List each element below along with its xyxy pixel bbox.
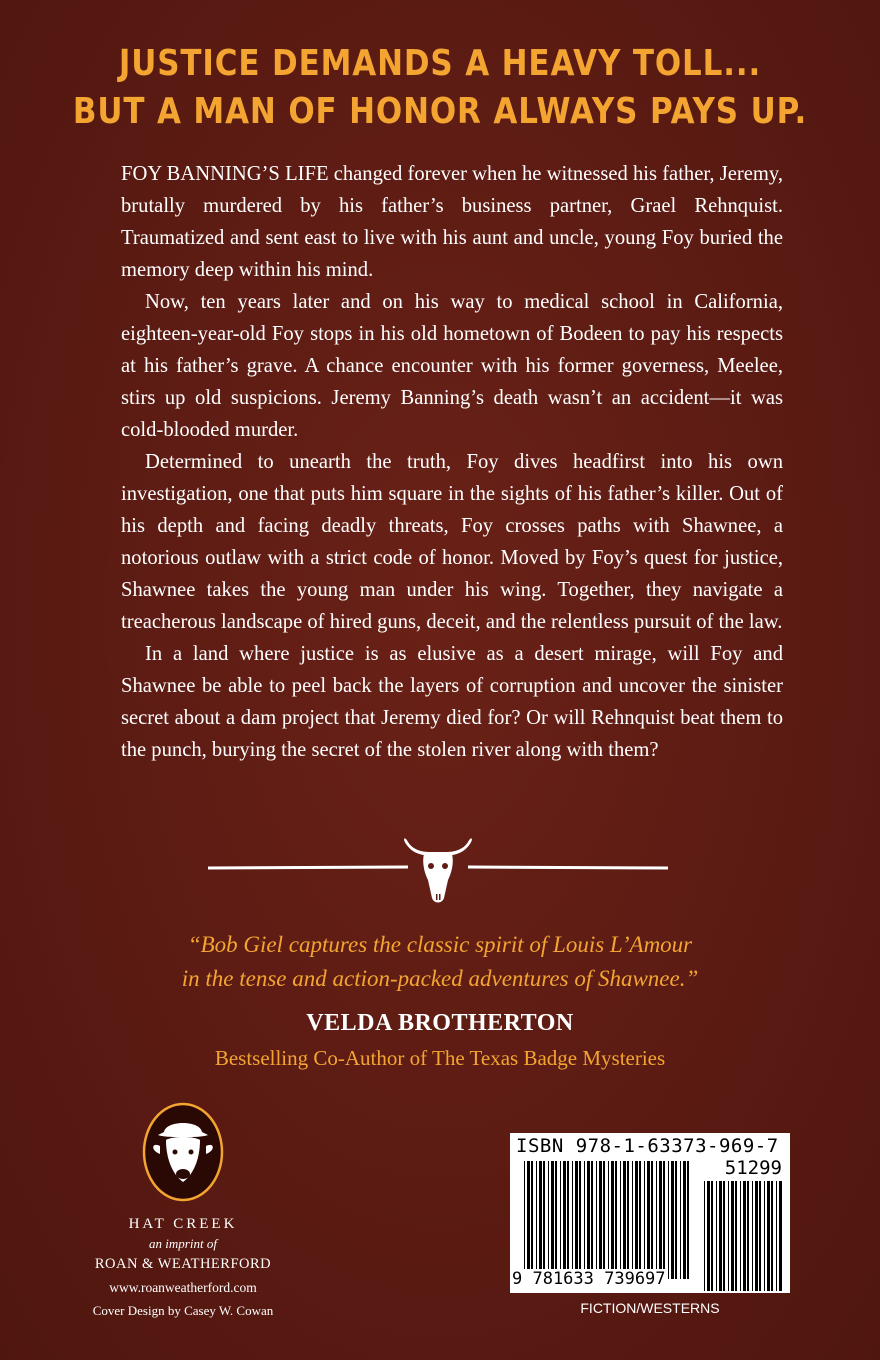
- barcode-bar: [579, 1161, 581, 1279]
- barcode-bar: [743, 1181, 746, 1291]
- barcode-bar: [663, 1161, 665, 1279]
- barcode-bar: [524, 1161, 525, 1279]
- barcode-bar: [740, 1181, 741, 1291]
- barcode-bar: [651, 1161, 653, 1279]
- bison-hat-logo-icon: [142, 1102, 224, 1202]
- barcode-bar: [543, 1161, 545, 1279]
- barcode-bar: [776, 1181, 777, 1291]
- barcode-bar: [575, 1161, 578, 1279]
- barcode-bar: [704, 1181, 705, 1291]
- barcode-bar: [551, 1161, 554, 1279]
- barcode-bar: [716, 1181, 717, 1291]
- barcode-bar: [723, 1181, 725, 1291]
- barcode-bar: [683, 1161, 686, 1279]
- barcode-bar: [531, 1161, 533, 1279]
- barcode-bar: [639, 1161, 641, 1279]
- barcode-bar: [779, 1181, 782, 1291]
- headline-line-1: JUSTICE DEMANDS A HEAVY TOLL...: [118, 43, 762, 84]
- barcode-bar: [735, 1181, 737, 1291]
- barcode-bar: [623, 1161, 626, 1279]
- headline-line-2: BUT A MAN OF HONOR ALWAYS PAYS UP.: [72, 91, 808, 132]
- cover-designer-credit: Cover Design by Casey W. Cowan: [92, 1303, 274, 1318]
- author-credential: Bestselling Co-Author of The Texas Badge Mysteries: [214, 1046, 666, 1070]
- synopsis-paragraph-4: In a land where justice is as elusive as a desert mirage, will Foy and Shawnee be able to peel back the layers of corruption and uncover the sinister secret about a dam project that Jeremy died for? Or will Rehnquist beat them to the punch, burying the secret of the stolen river along with them?: [121, 643, 783, 761]
- barcode-bars-main: [524, 1161, 690, 1279]
- publisher-website[interactable]: www.roanweatherford.com: [109, 1280, 257, 1295]
- barcode-bar: [567, 1161, 569, 1279]
- barcode-bar: [615, 1161, 617, 1279]
- barcode-bar: [611, 1161, 614, 1279]
- barcode-bar: [591, 1161, 593, 1279]
- imprint-name: HAT CREEK: [128, 1216, 238, 1232]
- barcode-bar: [644, 1161, 645, 1279]
- barcode-bar: [539, 1161, 542, 1279]
- barcode-bar: [647, 1161, 650, 1279]
- synopsis-paragraph-3: Determined to unearth the truth, Foy dives headfirst into his own investigation, one that puts him square in the sights of his father’s killer. Out of his depth and facing deadly threats, Foy crosses paths with Shawnee, a notorious outlaw with a strict code of honor. Moved by Foy’s quest for justice, Shawnee takes the young man under his wing. Together, they navigate a treacherous landscape of hired guns, deceit, and the relentless pursuit of the law.: [121, 451, 783, 633]
- barcode-bar: [635, 1161, 638, 1279]
- isbn-barcode: [510, 1133, 790, 1293]
- barcode-bar: [560, 1161, 561, 1279]
- barcode-bar: [536, 1161, 537, 1279]
- barcode-bar: [747, 1181, 749, 1291]
- barcode-bar: [764, 1181, 765, 1291]
- barcode-bar: [707, 1181, 710, 1291]
- ean-digits: 9 781633 739697: [512, 1269, 666, 1289]
- barcode-bar: [596, 1161, 597, 1279]
- barcode-bar: [599, 1161, 602, 1279]
- barcode-bar: [603, 1161, 605, 1279]
- barcode-bar: [771, 1181, 773, 1291]
- longhorn-skull-icon: [208, 836, 668, 908]
- barcode-bar: [711, 1181, 713, 1291]
- headline: [62, 40, 819, 136]
- isbn-number: ISBN 978-1-63373-969-7: [516, 1135, 779, 1157]
- barcode-bar: [659, 1161, 662, 1279]
- synopsis-paragraph-1: FOY BANNING’S LIFE changed forever when he witnessed his father, Jeremy, brutally murdered by his father’s business partner, Grael Rehnquist. Traumatized and sent east to live with his aunt and uncle, young Foy buried the memory deep within his mind.: [121, 163, 783, 281]
- barcode-bar: [627, 1161, 629, 1279]
- synopsis: [121, 158, 783, 766]
- review-quote-line-1: “Bob Giel captures the classic spirit of Louis L’Amour: [187, 932, 693, 957]
- barcode-bar: [527, 1161, 530, 1279]
- barcode-bar: [620, 1161, 621, 1279]
- barcode-bar: [675, 1161, 677, 1279]
- imprint-subtitle: an imprint of: [149, 1236, 217, 1251]
- barcode-price-code: 51299: [724, 1157, 782, 1179]
- barcode-bar: [680, 1161, 681, 1279]
- barcode-bar: [731, 1181, 734, 1291]
- book-category: FICTION/WESTERNS: [580, 1300, 720, 1316]
- barcode-bar: [671, 1161, 674, 1279]
- barcode-bar: [632, 1161, 633, 1279]
- barcode-bar: [755, 1181, 758, 1291]
- barcode-bar: [767, 1181, 770, 1291]
- barcode-bar: [728, 1181, 729, 1291]
- barcode-bar: [548, 1161, 549, 1279]
- barcode-bar: [656, 1161, 657, 1279]
- barcode-bar: [759, 1181, 761, 1291]
- barcode-bar: [608, 1161, 609, 1279]
- review-quote-line-2: in the tense and action-packed adventures of Shawnee.”: [181, 966, 699, 991]
- review-quote: [120, 928, 760, 996]
- barcode-bar: [587, 1161, 590, 1279]
- publisher-name: ROAN & WEATHERFORD: [94, 1256, 272, 1272]
- barcode-bar: [668, 1161, 669, 1279]
- barcode-bar: [563, 1161, 566, 1279]
- barcode-bar: [572, 1161, 573, 1279]
- barcode-bar: [555, 1161, 557, 1279]
- barcode-bar: [687, 1161, 689, 1279]
- quote-author: VELDA BROTHERTON: [306, 1010, 574, 1036]
- barcode-bars-addon: [704, 1181, 784, 1291]
- barcode-bar: [719, 1181, 722, 1291]
- barcode-bar: [584, 1161, 585, 1279]
- synopsis-paragraph-2: Now, ten years later and on his way to medical school in California, eighteen-year-old Foy stops in his old hometown of Bodeen to pay his respects at his father’s grave. A chance encounter with his former governess, Meelee, stirs up old suspicions. Jeremy Banning’s death wasn’t an accident—it was cold-blooded murder.: [121, 291, 783, 441]
- barcode-bar: [752, 1181, 753, 1291]
